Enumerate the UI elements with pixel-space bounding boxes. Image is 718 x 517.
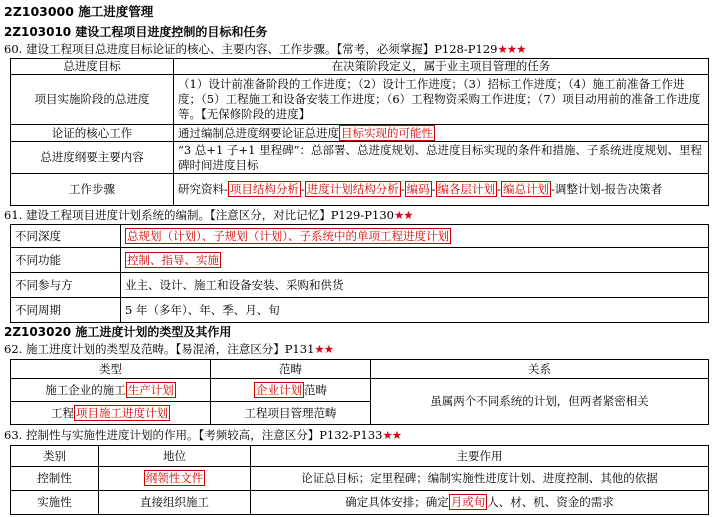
row-label-period: 不同周期 <box>11 298 121 323</box>
question-60-text: 60. 建设工程项目总进度目标论证的核心、主要内容、工作步骤。【常考，必须掌握】P128-P129 <box>4 42 498 56</box>
row-label-depth: 不同深度 <box>11 225 121 248</box>
highlight-box: 编各层计划 <box>437 182 496 196</box>
table-header-position: 地位 <box>99 446 251 467</box>
row-role-control: 论证总目标；定里程碑；编制实施性进度计划、进度控制、其他的依据 <box>251 467 709 491</box>
row-content-participants: 业主、设计、施工和设备安装、采购和供货 <box>121 273 709 298</box>
row-label-function: 不同功能 <box>11 248 121 273</box>
type-prefix: 工程 <box>51 405 74 420</box>
question-63-text: 63. 控制性与实施性进度计划的作用。【考频较高，注意区分】P132-P133 <box>4 428 383 442</box>
table-header-type: 类型 <box>11 360 211 379</box>
highlight-box: 编码 <box>406 182 430 196</box>
row-label-core-work: 论证的核心工作 <box>11 125 174 142</box>
row-content-function <box>121 248 709 273</box>
question-61-text: 61. 建设工程项目进度计划系统的编制。【注意区分，对比记忆】P129-P130 <box>4 208 394 222</box>
highlight-box: 企业计划 <box>256 382 302 397</box>
table-header-relation: 关系 <box>371 360 709 379</box>
row-content-core-work <box>174 125 709 142</box>
highlight-box: 项目结构分析 <box>229 182 299 196</box>
star-rating: ★★ <box>314 342 334 356</box>
question-60 <box>4 42 525 57</box>
row-content-implementation-schedule: （1）设计前准备阶段的工作进度；（2）设计工作进度；（3）招标工作进度；（4）施工前准备工作进度；（5）工程施工和设备安装工作进度；（6）工程物资采购工作进度；（7）项目动用前的准备工作进度等。【无保修阶段的进度】 <box>174 75 709 125</box>
star-rating: ★★ <box>393 208 413 222</box>
row-label-outline-content: 总进度纲要主要内容 <box>11 142 174 174</box>
question-61 <box>4 208 413 223</box>
highlight-box: 总规划（计划）、子规划（计划）、子系统中的单项工程进度计划 <box>127 228 449 243</box>
highlight-box: 纲领性文件 <box>145 471 204 485</box>
table-plan-types <box>10 359 709 425</box>
section-heading-2z103010: 2Z103010 建设工程项目进度控制的目标和任务 <box>4 25 268 39</box>
question-63 <box>4 428 401 443</box>
highlight-box: 编总计划 <box>502 182 549 196</box>
row-type-project <box>11 402 211 425</box>
steps-suffix: -调整计划-报告决策者 <box>550 182 663 196</box>
row-label-implementation-schedule: 项目实施阶段的总进度 <box>11 75 174 125</box>
row-category-control: 控制性 <box>11 467 99 491</box>
row-content-period: 5 年（多年）、年、季、月、旬 <box>121 298 709 323</box>
table-plan-system <box>10 224 709 323</box>
highlight-box: 进度计划结构分析 <box>306 182 399 196</box>
question-62-text: 62. 施工进度计划的类型及范畴。【易混淆，注意区分】P131 <box>4 342 315 356</box>
star-rating: ★★ <box>382 428 402 442</box>
row-scope-enterprise <box>211 379 371 402</box>
question-62 <box>4 342 333 357</box>
row-content-work-steps: 研究资料- 项目结构分析 - 进度计划结构分析 - 编码 - 编各层计划 - 编总计划 -调整计划-报告决策者 <box>174 174 709 206</box>
table-header-scope: 范畴 <box>211 360 371 379</box>
role-suffix: 人、材、机、资金的需求 <box>487 495 614 509</box>
highlight-box: 控制、指导、实施 <box>127 252 219 267</box>
table-header-role: 主要作用 <box>251 446 709 467</box>
table-header-definition: 在决策阶段定义，属于业主项目管理的任务 <box>174 59 709 75</box>
row-scope-project: 工程项目管理范畴 <box>211 402 371 425</box>
role-prefix: 确定具体安排；确定 <box>345 495 449 509</box>
chapter-heading: 2Z103000 施工进度管理 <box>4 4 154 19</box>
star-rating: ★★★ <box>497 42 526 56</box>
row-content-depth <box>121 225 709 248</box>
table-plan-roles <box>10 445 709 515</box>
row-label-work-steps: 工作步骤 <box>11 174 174 206</box>
table-header-goal: 总进度目标 <box>11 59 174 75</box>
table-header-category: 类别 <box>11 446 99 467</box>
row-position-control <box>99 467 251 491</box>
core-work-prefix: 通过编制总进度纲要论证总进度 <box>178 125 339 140</box>
section-heading-2z103020: 2Z103020 施工进度计划的类型及其作用 <box>4 325 232 339</box>
highlight-box: 项目施工进度计划 <box>76 405 168 420</box>
steps-prefix: 研究资料- <box>178 182 228 196</box>
row-category-implementation: 实施性 <box>11 491 99 515</box>
highlight-box: 月或旬 <box>450 495 486 509</box>
highlight-box: 目标实现的可能性 <box>341 125 433 140</box>
relation-cell: 虽属两个不同系统的计划，但两者紧密相关 <box>371 379 709 425</box>
type-prefix: 施工企业的施工 <box>45 382 126 397</box>
row-content-outline-content: “3 总+1 子+1 里程碑”：总部署、总进度规划、总进度目标实现的条件和措施、子系统进度规划、里程碑时间进度目标 <box>174 142 709 174</box>
scope-suffix: 范畴 <box>304 382 327 397</box>
highlight-box: 生产计划 <box>127 382 174 397</box>
row-type-enterprise <box>11 379 211 402</box>
row-position-implementation: 直接组织施工 <box>99 491 251 515</box>
table-total-schedule-goal <box>10 58 709 206</box>
row-label-participants: 不同参与方 <box>11 273 121 298</box>
row-role-implementation <box>251 491 709 515</box>
